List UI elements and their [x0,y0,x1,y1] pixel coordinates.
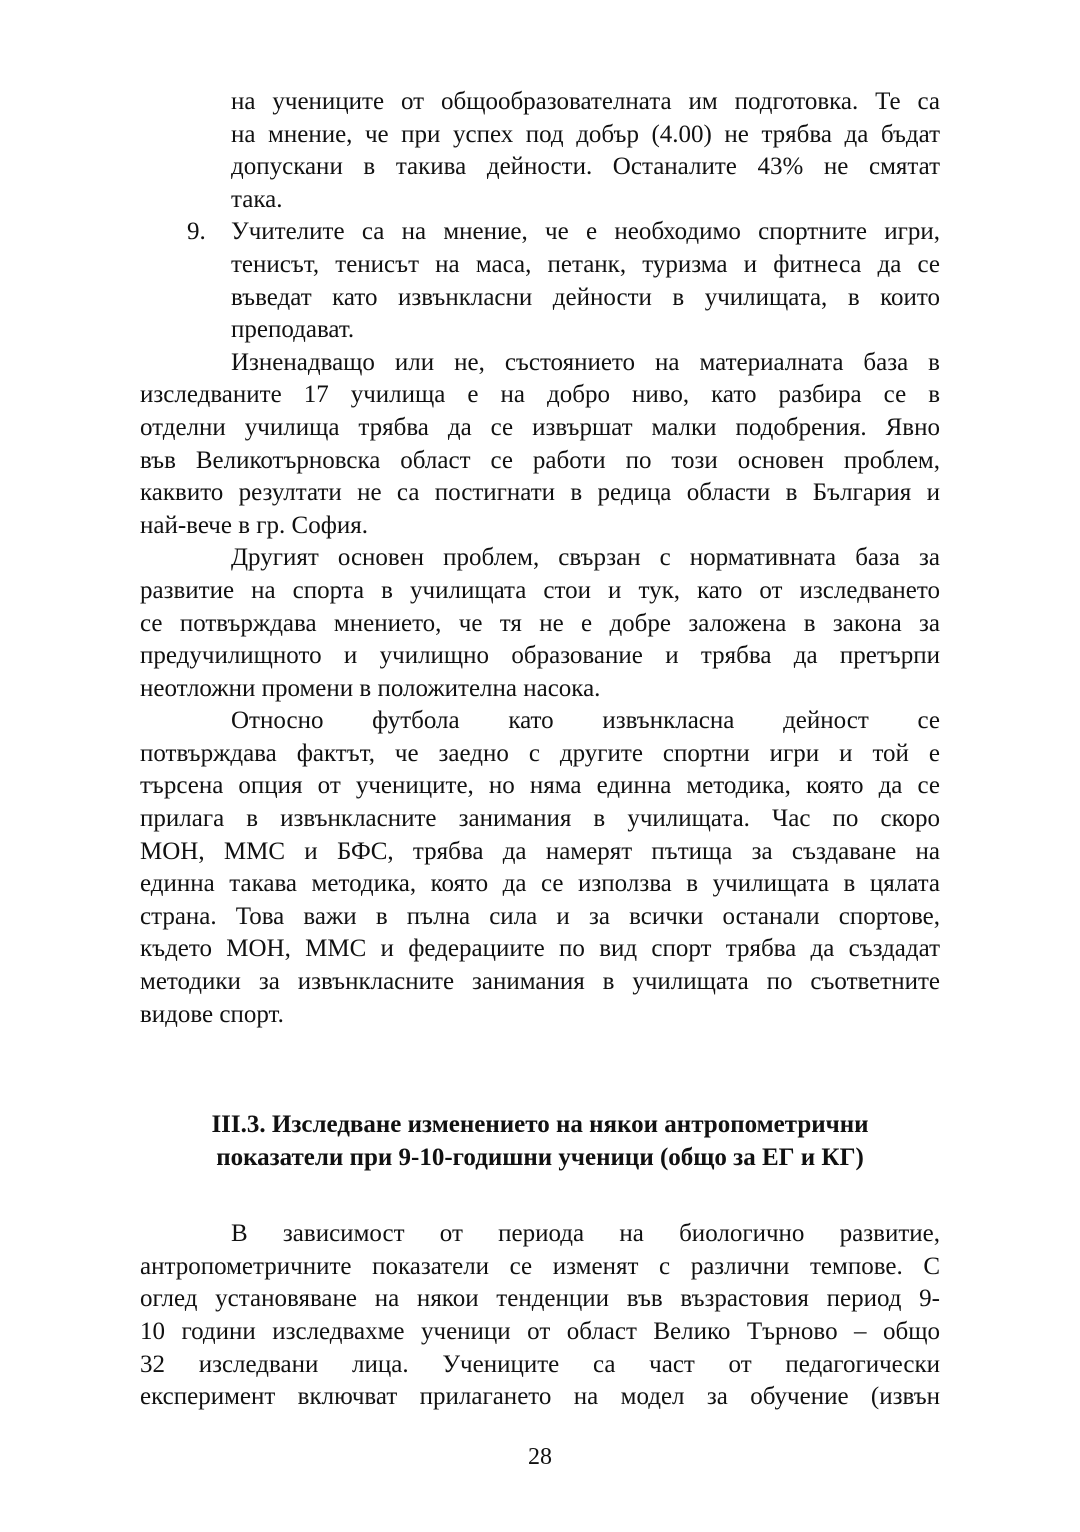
text-line: Относно футбола като извънкласна дейност се [231,707,940,735]
text-line: развитие на спорта в училищата стои и тук, като от изследването [140,576,940,604]
list-number: 9. [187,218,206,246]
text-line: 32 изследвани лица. Учениците са част от педагогически [140,1350,940,1378]
text-line: преподават. [231,316,355,344]
text-line: където МОН, ММС и федерациите по вид спорт трябва да създадат [140,935,940,963]
page-body [140,86,940,1414]
text-line: тенисът, тенисът на маса, петанк, туризма и фитнеса да се [231,250,940,278]
text-line: експеримент включват прилагането на модел за обучение (извън [140,1383,940,1411]
paragraph-material-base [140,347,940,543]
text-line: страна. Това важи в пълна сила и за всички останали спортове, [140,902,940,930]
text-line: на мнение, че при успех под добър (4.00) не трябва да бъдат [231,120,940,148]
list-item-9 [140,216,940,346]
text-line: въведат като извънкласни дейности в училищата, в които [231,283,940,311]
section-heading-line-1: III.3. Изследване изменението на някои антропометрични [211,1111,869,1139]
text-line: видове спорт. [140,1000,284,1028]
text-line: се потвърждава мнението, че тя не е добре заложена в закона за [140,609,940,637]
text-line: В зависимост от периода на биологично развитие, [231,1220,940,1248]
text-line: във Великотърновска област се работи по този основен проблем, [140,446,940,474]
spacer [140,1031,940,1108]
text-line: Другият основен проблем, свързан с нормативната база за [231,544,940,572]
text-line: единна такава методика, която да се използва в училищата в цялата [140,870,940,898]
text-line: антропометричните показатели се изменят с различни темпове. С [140,1252,940,1280]
section-heading-line-2: показатели при 9-10-годишни ученици (общо за ЕГ и КГ) [216,1144,864,1172]
text-line: така. [231,185,283,213]
text-line: прилага в извънкласните занимания в училищата. Час по скоро [140,805,940,833]
text-line: предучилищното и училищно образование и трябва да претърпи [140,642,940,670]
text-line: каквито резултати не са постигнати в редица области в България и [140,479,940,507]
text-line: потвърждава фактът, че заедно с другите спортни игри и той е [140,739,940,767]
text-line: най-вече в гр. София. [140,511,369,539]
text-line: отделни училища трябва да се извършат малки подобрения. Явно [140,413,940,441]
section-heading [140,1108,940,1174]
list-item-first-line [140,216,940,249]
text-line: Учителите са на мнение, че е необходимо спортните игри, [231,218,940,246]
text-line: допускани в такива дейности. Останалите 43% не смятат [231,153,940,181]
text-line: изследваните 17 училища е на добро ниво, като разбира се в [140,381,940,409]
text-line: на учениците от общообразователната им подготовка. Те са [231,88,940,115]
paragraph-anthropometric [140,1218,940,1414]
page-number: 28 [528,1444,552,1470]
paragraph-normative-base [140,542,940,705]
spacer [140,1174,940,1218]
continued-list-item [140,86,940,216]
text-line: 10 години изследвахме ученици от област Велико Търново – общо [140,1318,940,1345]
text-line: методики за извънкласните занимания в училищата по съответните [140,968,940,996]
text-line: Изненадващо или не, състоянието на материалната база в [231,348,940,376]
text-line: неотложни промени в положителна насока. [140,674,601,702]
text-line: търсена опция от учениците, но няма единна методика, която да се [140,772,940,800]
text-line: оглед установяване на някои тенденции във възрастовия период 9- [140,1285,940,1313]
paragraph-football [140,705,940,1031]
text-line: МОН, ММС и БФС, трябва да намерят пътища за създаване на [140,837,940,865]
